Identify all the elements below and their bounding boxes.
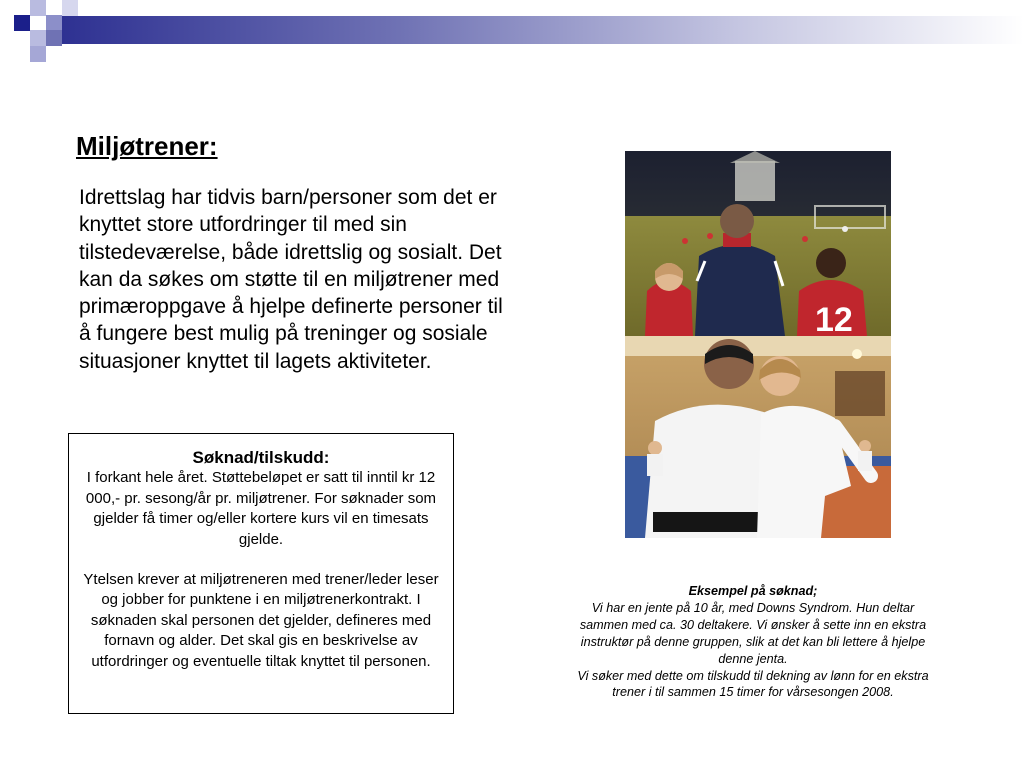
soccer-photo [625,151,891,336]
header-gradient-bar [62,16,1024,44]
example-application [566,583,940,701]
header-square [30,0,46,16]
page-title: Miljøtrener: [76,131,218,161]
header-square [46,30,62,46]
header-square [62,0,78,16]
box-paragraph-1: I forkant hele året. Støttebeløpet er satt til inntil kr 12 000,- pr. sesong/år pr. miljøtrener. For søknader som gjelder få timer og/eller kortere kurs vil en timesats gjelde. [85,469,437,548]
martial-arts-photo-image [625,336,891,538]
header-square [30,30,46,46]
box-heading: Søknad/tilskudd: [192,448,330,467]
header-square [46,15,62,31]
box-paragraph-2: Ytelsen krever at miljøtreneren med trener/leder leser og jobber for punktene i en miljøtrenerkontrakt. I søknaden skal personen det gjelder, defineres med fornavn og alder. Det skal gis en beskrivelse av utfordringer og eventuelle tiltak knyttet til personen. [83,571,439,670]
soccer-photo-image [625,151,891,336]
header-square [30,46,46,62]
jersey-number: 12 [815,301,853,336]
example-paragraph-1: Vi har en jente på 10 år, med Downs Syndrom. Hun deltar sammen med ca. 30 deltakere. Vi ønsker å sette inn en ekstra instruktør på denne gruppen, slik at det kan bli lettere å hjelpe denne jenta. [579,600,927,666]
intro-text: Idrettslag har tidvis barn/personer som det er knyttet store utfordringer til med sin tilstedeværelse, både idrettslig og sosialt. Det kan da søkes om støtte til en miljøtrener med primæroppgave å hjelpe definerte personer til å fungere best mulig på treninger og sosiale situasjoner knyttet til lagets aktiviteter. [79,186,503,373]
header-square [14,15,30,31]
box-spacer [83,550,439,570]
example-paragraph-2: Vi søker med dette om tilskudd til dekning av lønn for en ekstra trener i til sammen 15 timer for vårsesongen 2008. [577,668,929,700]
application-info-box [68,433,454,714]
example-heading: Eksempel på søknad; [688,584,818,598]
martial-arts-photo [625,336,891,538]
